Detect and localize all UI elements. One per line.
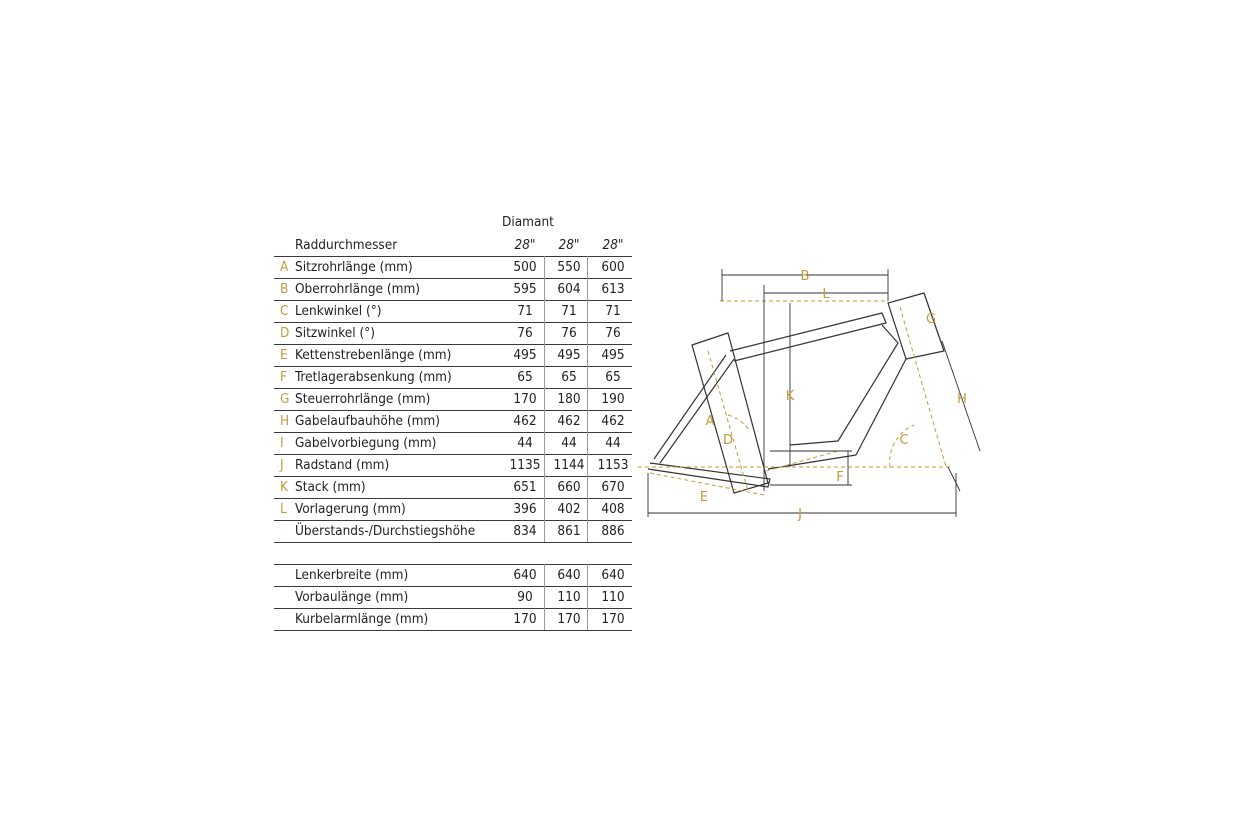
size-3-value: 170 xyxy=(601,611,625,627)
dimension-lines xyxy=(648,269,980,517)
size-3-value: 1153 xyxy=(597,457,629,473)
size-3-value: 44 xyxy=(605,435,621,451)
frame-type-label: Diamant xyxy=(502,214,554,230)
size-2-value: 660 xyxy=(557,479,581,495)
size-2-value: 76 xyxy=(561,325,577,341)
table-row xyxy=(274,278,632,301)
row-letter: H xyxy=(280,413,290,429)
table-row xyxy=(274,454,632,477)
row-letter: F xyxy=(280,369,287,385)
size-3-value: 408 xyxy=(601,501,625,517)
row-label: Vorbaulänge (mm) xyxy=(295,589,409,605)
size-1-value: 396 xyxy=(513,501,537,517)
label-g: G xyxy=(925,312,937,327)
diagram-letters xyxy=(700,269,967,522)
label-d: D xyxy=(722,433,734,448)
size-2-value: 604 xyxy=(557,281,581,297)
size-2-value: 1144 xyxy=(553,457,585,473)
size-1-value: 90 xyxy=(517,589,533,605)
row-label: Oberrohrlänge (mm) xyxy=(295,281,421,297)
row-label: Stack (mm) xyxy=(295,479,366,495)
row-label: Steuerrohrlänge (mm) xyxy=(295,391,431,407)
row-letter: E xyxy=(280,347,288,363)
size-3-value: 886 xyxy=(601,523,625,539)
row-letter: D xyxy=(280,325,290,341)
table-row xyxy=(274,586,632,609)
row-letter: J xyxy=(280,457,284,473)
row-letter: G xyxy=(280,391,290,407)
size-3-value: 76 xyxy=(605,325,621,341)
size-1-value: 595 xyxy=(513,281,537,297)
size-3-value: 670 xyxy=(601,479,625,495)
row-letter: C xyxy=(280,303,289,319)
row-label: Kettenstrebenlänge (mm) xyxy=(295,347,452,363)
bike-frame-diagram xyxy=(630,255,990,530)
size-2-value: 71 xyxy=(561,303,577,319)
size-2-value: 402 xyxy=(557,501,581,517)
row-label: Tretlagerabsenkung (mm) xyxy=(295,369,452,385)
table-row xyxy=(274,608,632,631)
size-2-value: 462 xyxy=(557,413,581,429)
row-label: Radstand (mm) xyxy=(295,457,390,473)
row-label: Lenkerbreite (mm) xyxy=(295,567,409,583)
table-row xyxy=(274,256,632,279)
row-label: Gabelvorbiegung (mm) xyxy=(295,435,437,451)
row-letter: I xyxy=(280,435,284,451)
table-row xyxy=(274,498,632,521)
size-2-value: 640 xyxy=(557,567,581,583)
table-row xyxy=(274,476,632,499)
size-3-value: 65 xyxy=(605,369,621,385)
size-1-value: 462 xyxy=(513,413,537,429)
table-row xyxy=(274,344,632,367)
size-2-value: 861 xyxy=(557,523,581,539)
size-1-value: 1135 xyxy=(509,457,541,473)
size-1-value: 44 xyxy=(517,435,533,451)
size-2-value: 550 xyxy=(557,259,581,275)
row-label: Sitzwinkel (°) xyxy=(295,325,376,341)
table-row xyxy=(274,520,632,543)
size-1-value: 834 xyxy=(513,523,537,539)
size-1-value: 500 xyxy=(513,259,537,275)
size-2-value: 44 xyxy=(561,435,577,451)
size-2-value: 170 xyxy=(557,611,581,627)
label-f: F xyxy=(836,470,844,485)
row-label: Gabelaufbauhöhe (mm) xyxy=(295,413,440,429)
table-row xyxy=(274,300,632,323)
size-1-value: 71 xyxy=(517,303,533,319)
label-c: C xyxy=(899,433,909,448)
size-3-value: 462 xyxy=(601,413,625,429)
size-3-value: 190 xyxy=(601,391,625,407)
table-spacer-row xyxy=(274,542,632,565)
row-label: Vorlagerung (mm) xyxy=(295,501,406,517)
row-label: Überstands-/Durchstiegshöhe xyxy=(295,523,476,539)
table-row xyxy=(274,366,632,389)
size-3-value: 600 xyxy=(601,259,625,275)
table-row xyxy=(274,564,632,587)
label-b: B xyxy=(800,269,810,284)
row-letter: A xyxy=(280,259,289,275)
row-label: Kurbelarmlänge (mm) xyxy=(295,611,429,627)
row-letter: B xyxy=(280,281,289,297)
label-j: J xyxy=(798,507,802,522)
size-1-value: 170 xyxy=(513,611,537,627)
size-1-value: 65 xyxy=(517,369,533,385)
label-l: L xyxy=(822,287,830,302)
size-3-value: 110 xyxy=(601,589,625,605)
size-2-value: 110 xyxy=(557,589,581,605)
size-1-value: 76 xyxy=(517,325,533,341)
row-label: Raddurchmesser xyxy=(295,237,398,253)
size-3-value: 28" xyxy=(602,237,624,253)
size-1-value: 495 xyxy=(513,347,537,363)
size-1-value: 28" xyxy=(514,237,536,253)
size-1-value: 170 xyxy=(513,391,537,407)
size-1-value: 651 xyxy=(513,479,537,495)
size-3-value: 71 xyxy=(605,303,621,319)
size-2-value: 495 xyxy=(557,347,581,363)
table-row xyxy=(274,432,632,455)
wheel-size-row xyxy=(274,234,632,257)
label-k: K xyxy=(785,389,795,404)
label-a: A xyxy=(705,414,715,429)
table-row xyxy=(274,322,632,345)
size-1-value: 640 xyxy=(513,567,537,583)
table-row xyxy=(274,388,632,411)
size-2-value: 28" xyxy=(558,237,580,253)
row-letter: L xyxy=(280,501,287,517)
row-letter: K xyxy=(280,479,288,495)
size-2-value: 65 xyxy=(561,369,577,385)
row-label: Lenkwinkel (°) xyxy=(295,303,382,319)
label-e: E xyxy=(699,490,709,505)
size-3-value: 613 xyxy=(601,281,625,297)
size-3-value: 640 xyxy=(601,567,625,583)
size-2-value: 180 xyxy=(557,391,581,407)
label-h: H xyxy=(957,392,967,407)
row-label: Sitzrohrlänge (mm) xyxy=(295,259,413,275)
table-row xyxy=(274,410,632,433)
size-3-value: 495 xyxy=(601,347,625,363)
